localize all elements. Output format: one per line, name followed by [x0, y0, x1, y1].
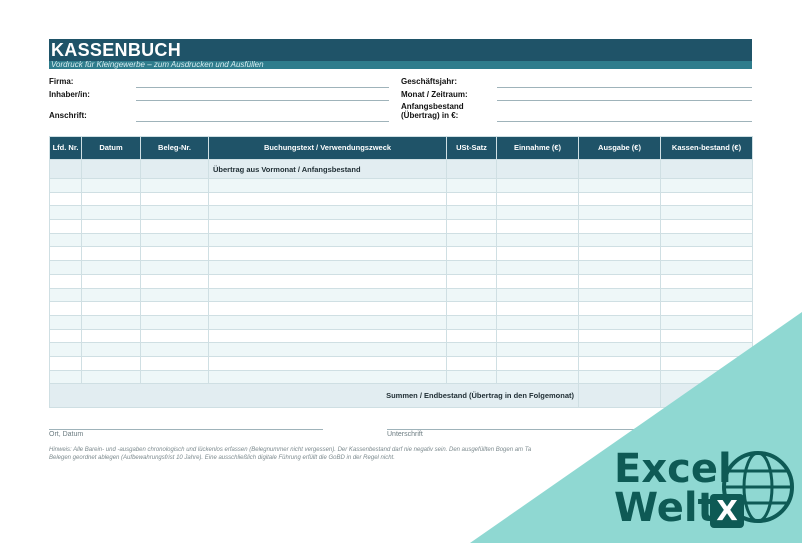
logo-text-excel: Excel [614, 446, 732, 492]
label-geschaeftsjahr: Geschäftsjahr: [401, 77, 458, 86]
label-monat: Monat / Zeitraum: [401, 90, 468, 99]
logo-badge-letter: X [716, 494, 738, 527]
label-anfangsbestand-line2: (Übertrag) in €: [401, 111, 459, 120]
label-anschrift: Anschrift: [49, 111, 87, 120]
label-inhaber: Inhaber/in: [49, 90, 90, 99]
page-title: KASSENBUCH [51, 40, 182, 60]
column-header: Einnahme (€) [497, 137, 579, 160]
column-header: Lfd. Nr. [50, 137, 82, 160]
label-firma: Firma: [49, 77, 74, 86]
column-header: USt-Satz [447, 137, 497, 160]
column-header: Buchungstext / Verwendungszweck [209, 137, 447, 160]
ort-datum-label: Ort, Datum [49, 431, 84, 438]
column-header: Kassen-bestand (€) [661, 137, 753, 160]
unterschrift-label: Unterschrift [387, 431, 423, 438]
hinweis-line2: Belegen geordnet ablegen (Aufbewahrungsfrist 10 Jahre). Eine ausschließlich digitale Führung erfüllt die GoBD in der Regel nicht. [49, 455, 395, 461]
column-header: Ausgabe (€) [579, 137, 661, 160]
column-header: Beleg-Nr. [141, 137, 209, 160]
logo-text-welt: Welt [614, 485, 717, 531]
summen-label: Summen / Endbestand (Übertrag in den Folgemonat) [50, 384, 579, 408]
uebertrag-label: Übertrag aus Vormonat / Anfangsbestand [209, 160, 447, 179]
column-header: Datum [82, 137, 141, 160]
label-anfangsbestand-line1: Anfangsbestand [401, 102, 464, 111]
page-subtitle: Vordruck für Kleingewerbe – zum Ausdrucken und Ausfüllen [51, 60, 264, 69]
hinweis-line1: Hinweis: Alle Barein- und -ausgaben chronologisch und lückenlos erfassen (Belegnummer nicht vergessen). Der Kassenbestand darf nie negativ sein. Den ausgefüllten Bogen am Ta [49, 447, 532, 453]
